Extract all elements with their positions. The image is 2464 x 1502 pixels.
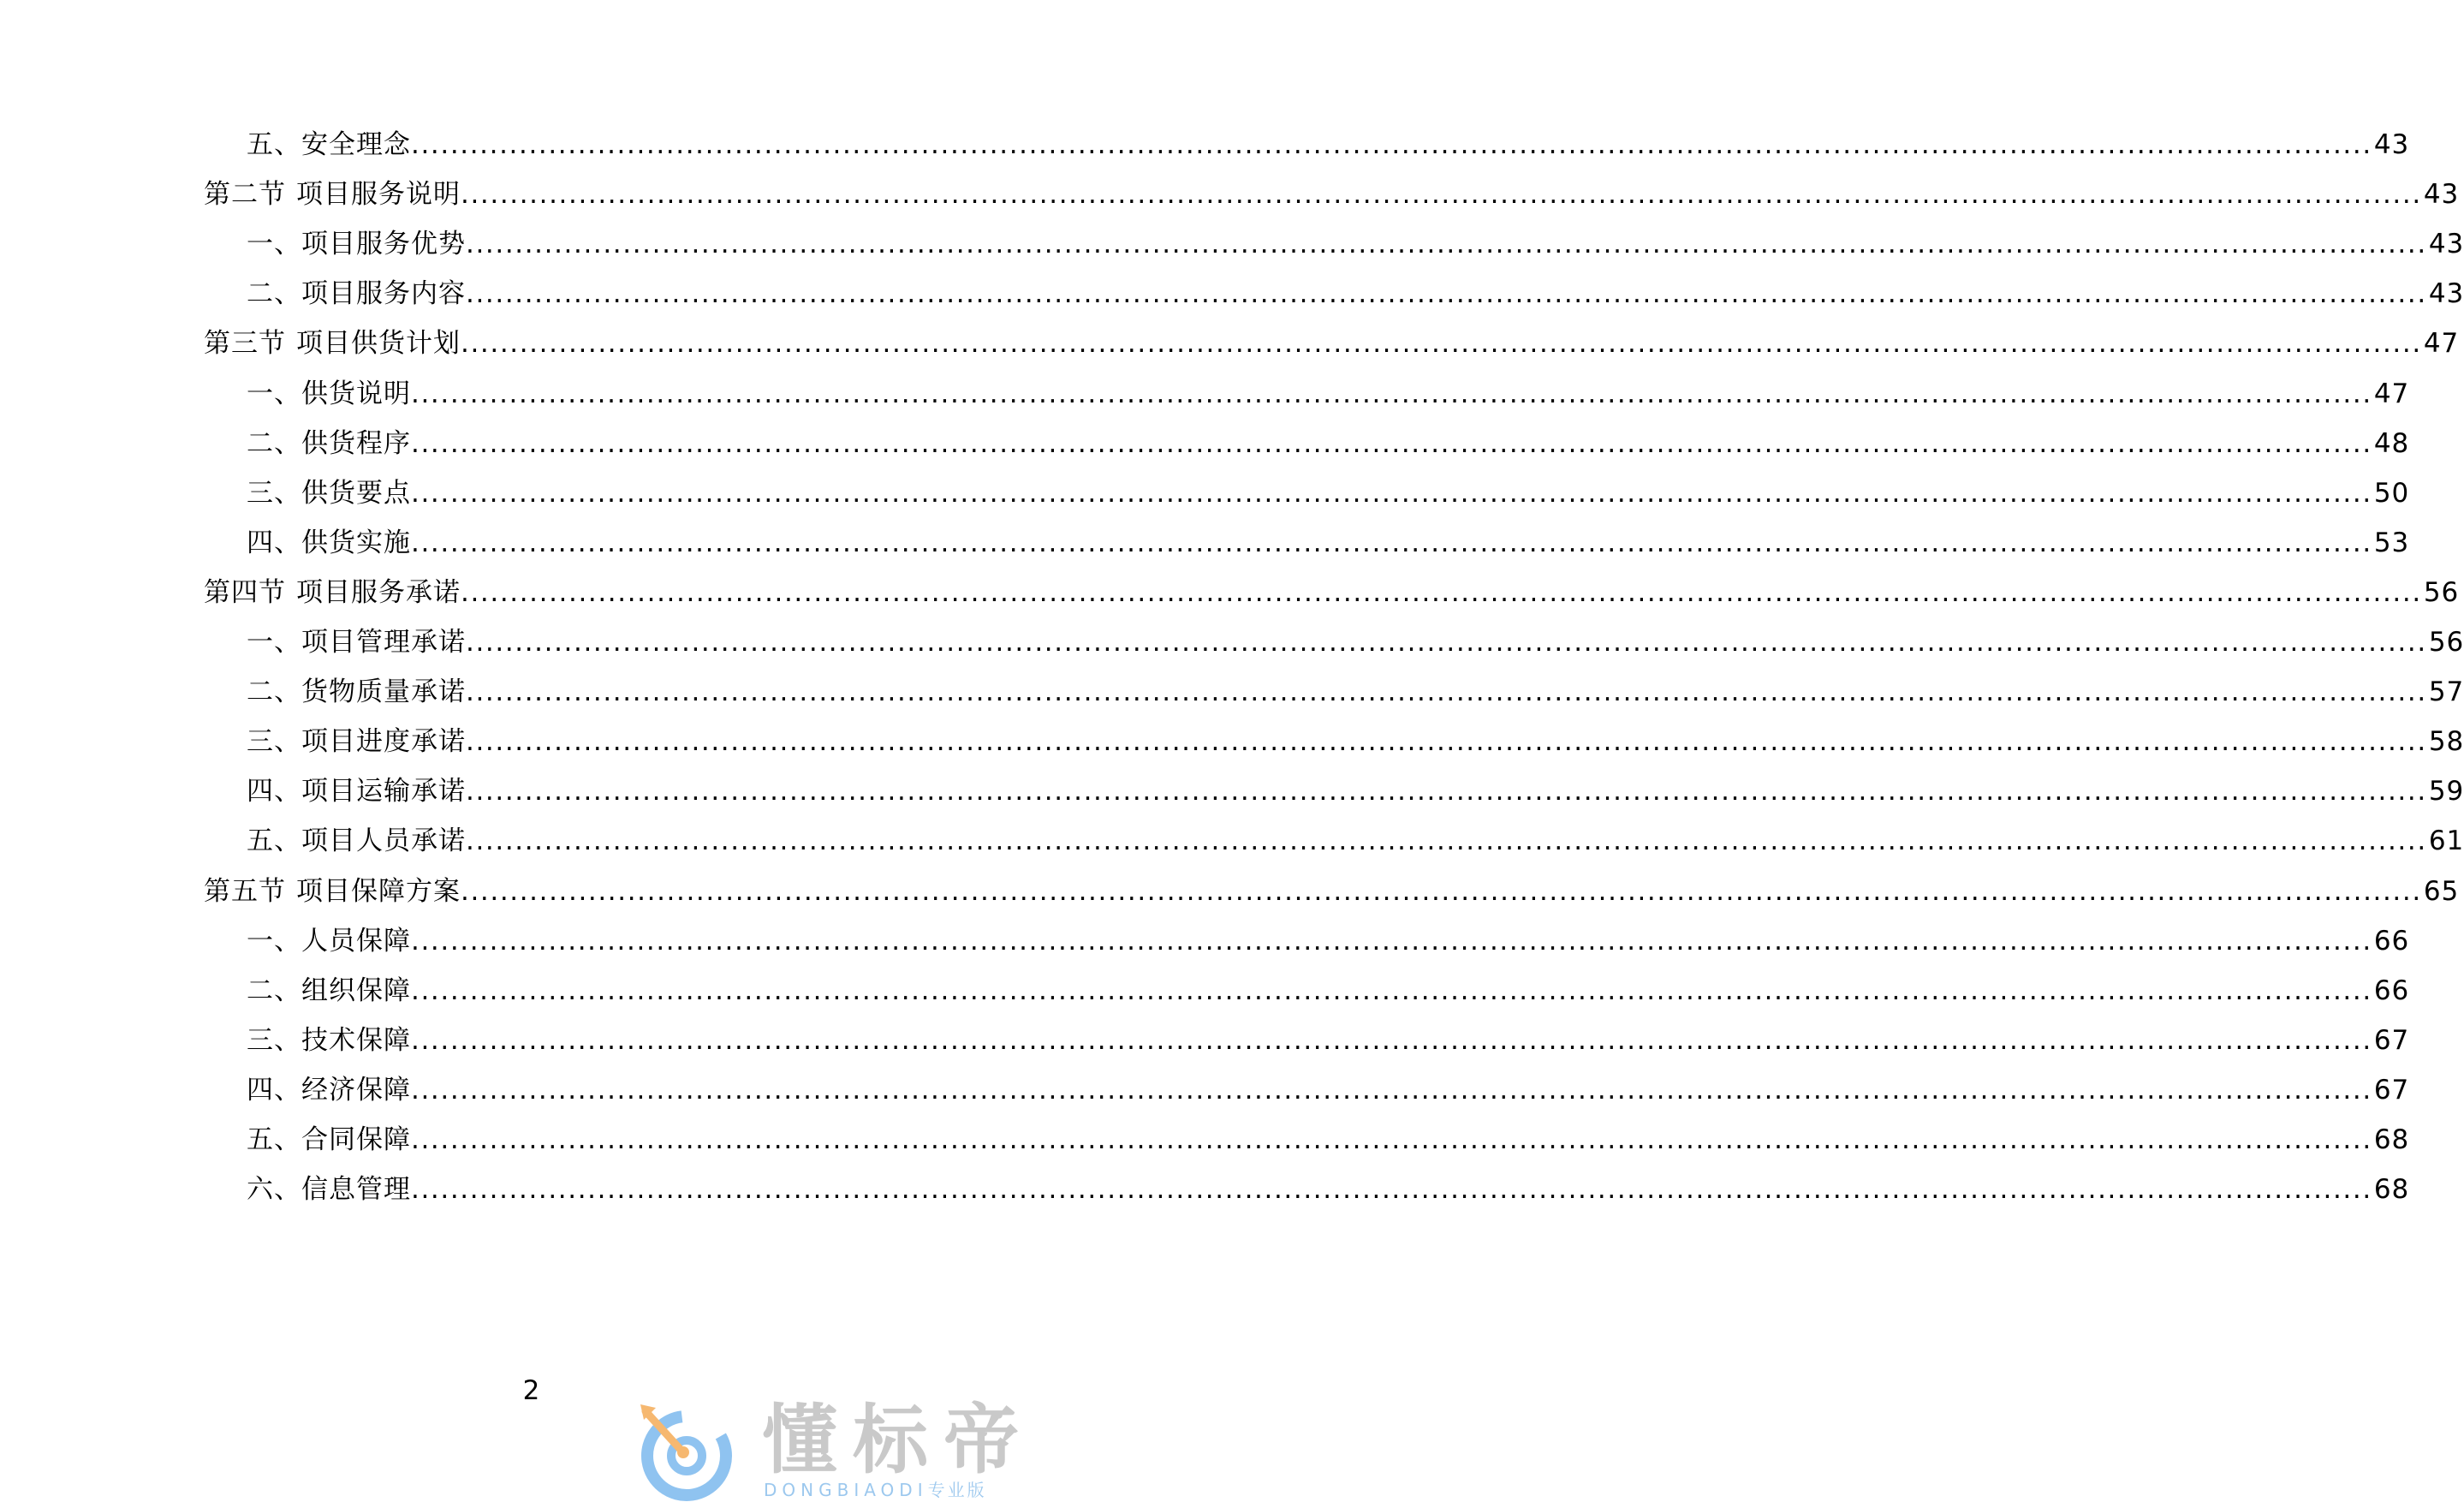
toc-leader-dots: ........................................................................................................................................................................................................ — [461, 576, 2422, 608]
toc-entry-prefix: 一、 — [247, 229, 301, 260]
toc-entry-title — [247, 474, 411, 513]
toc-entry-page: 65 — [2423, 875, 2460, 907]
toc-leader-dots: ........................................................................................................................................................................................................ — [466, 278, 2427, 310]
toc-entry-title — [247, 672, 466, 712]
toc-entry-title — [247, 224, 466, 264]
toc-entry-page: 50 — [2373, 477, 2410, 509]
toc-entry-page: 43 — [2373, 129, 2410, 160]
toc-entry-prefix: 五、 — [247, 826, 301, 857]
toc-entry-page: 68 — [2373, 1124, 2410, 1155]
toc-entry-page: 43 — [2428, 278, 2464, 310]
toc-leader-dots: ........................................................................................................................................................................................................ — [461, 875, 2422, 907]
toc-entry-title — [247, 772, 466, 811]
toc-entry-title — [247, 722, 466, 761]
toc-entry-prefix: 第二节 — [204, 179, 286, 211]
toc-leader-dots: ........................................................................................................................................................................................................ — [411, 975, 2372, 1006]
toc-entry-page: 58 — [2428, 726, 2464, 758]
toc-entry-text: 货物质量承诺 — [301, 676, 466, 708]
toc-entry — [204, 872, 2460, 911]
toc-entry — [247, 1120, 2410, 1159]
toc-entry-text: 项目保障方案 — [296, 875, 461, 907]
toc-entry-title — [247, 1120, 411, 1159]
toc-entry-page: 66 — [2373, 925, 2410, 957]
toc-leader-dots: ........................................................................................................................................................................................................ — [411, 477, 2372, 509]
toc-entry-text: 项目服务优势 — [301, 229, 466, 260]
toc-entry-page: 66 — [2373, 975, 2410, 1006]
toc-entry — [247, 474, 2410, 513]
toc-entry-page: 43 — [2428, 229, 2464, 260]
brand-subtitle — [764, 1480, 987, 1500]
toc-entry-text: 合同保障 — [301, 1124, 411, 1155]
toc-entry-text: 供货实施 — [301, 527, 411, 558]
toc-entry-title — [247, 1070, 411, 1110]
toc-entry — [247, 125, 2410, 164]
toc-entry-title — [247, 374, 411, 414]
toc-entry — [247, 722, 2464, 761]
toc-entry — [247, 921, 2410, 961]
toc-entry-prefix: 四、 — [247, 527, 301, 558]
toc-entry-title — [247, 921, 411, 961]
toc-entry-prefix: 第五节 — [204, 875, 286, 907]
toc-entry — [247, 224, 2464, 264]
toc-entry — [247, 672, 2464, 712]
toc-entry-page: 61 — [2428, 826, 2464, 857]
toc-entry-text: 项目供货计划 — [296, 328, 461, 360]
toc-leader-dots: ........................................................................................................................................................................................................ — [466, 776, 2427, 808]
toc-entry-prefix: 第四节 — [204, 576, 286, 608]
toc-leader-dots: ........................................................................................................................................................................................................ — [466, 627, 2427, 658]
toc-entry-title — [247, 1170, 411, 1209]
toc-leader-dots: ........................................................................................................................................................................................................ — [466, 726, 2427, 758]
toc-entry-page: 47 — [2423, 328, 2460, 360]
toc-entry — [204, 175, 2460, 214]
toc-entry-prefix: 五、 — [247, 1124, 301, 1155]
toc-entry-text: 信息管理 — [301, 1174, 411, 1206]
toc-entry-prefix: 二、 — [247, 278, 301, 310]
toc-entry — [247, 821, 2464, 861]
toc-entry-text: 供货要点 — [301, 477, 411, 509]
toc-entry-page: 56 — [2423, 576, 2460, 608]
toc-entry — [247, 374, 2410, 414]
page-number: 2 — [522, 1375, 540, 1406]
toc-leader-dots: ........................................................................................................................................................................................................ — [466, 229, 2427, 260]
toc-entry-page: 68 — [2373, 1174, 2410, 1206]
brand-name: 懂标帝 — [762, 1396, 1035, 1484]
toc-entry-page: 56 — [2428, 627, 2464, 658]
toc-leader-dots: ........................................................................................................................................................................................................ — [411, 1024, 2372, 1056]
toc-entry-prefix: 二、 — [247, 676, 301, 708]
toc-entry — [247, 772, 2464, 811]
toc-entry — [247, 1170, 2410, 1209]
toc-entry-page: 47 — [2373, 378, 2410, 409]
toc-leader-dots: ........................................................................................................................................................................................................ — [411, 378, 2372, 409]
toc-entry-title — [204, 872, 461, 911]
toc-leader-dots: ........................................................................................................................................................................................................ — [411, 1124, 2372, 1155]
toc-entry-text: 经济保障 — [301, 1074, 411, 1106]
toc-entry-page: 48 — [2373, 427, 2410, 459]
toc-leader-dots: ........................................................................................................................................................................................................ — [411, 1074, 2372, 1106]
toc-entry-text: 项目服务说明 — [296, 179, 461, 211]
toc-entry — [247, 274, 2464, 313]
toc-entry-text: 项目管理承诺 — [301, 627, 466, 658]
target-arrow-icon — [634, 1401, 736, 1502]
toc-entry-prefix: 三、 — [247, 477, 301, 509]
toc-entry-prefix: 四、 — [247, 776, 301, 808]
brand-watermark — [634, 1396, 1045, 1502]
toc-entry-text: 安全理念 — [301, 129, 411, 160]
toc-entry-text: 供货说明 — [301, 378, 411, 409]
toc-entry-page: 57 — [2428, 676, 2464, 708]
toc-entry-text: 项目人员承诺 — [301, 826, 466, 857]
toc-entry-text: 人员保障 — [301, 925, 411, 957]
toc-entry-prefix: 一、 — [247, 378, 301, 409]
toc-entry — [247, 1021, 2410, 1060]
toc-entry-title — [247, 274, 466, 313]
toc-entry-prefix: 三、 — [247, 726, 301, 758]
toc-entry-page: 67 — [2373, 1074, 2410, 1106]
toc-entry-page: 53 — [2373, 527, 2410, 558]
toc-entry-page: 43 — [2423, 179, 2460, 211]
toc-entry — [204, 324, 2460, 363]
toc-leader-dots: ........................................................................................................................................................................................................ — [461, 328, 2422, 360]
toc-entry — [247, 1070, 2410, 1110]
toc-entry-prefix: 三、 — [247, 1024, 301, 1056]
toc-entry-title — [247, 971, 411, 1010]
toc-entry-text: 组织保障 — [301, 975, 411, 1006]
toc-entry — [204, 573, 2460, 612]
toc-leader-dots: ........................................................................................................................................................................................................ — [411, 925, 2372, 957]
toc-entry-prefix: 第三节 — [204, 328, 286, 360]
toc-entry-prefix: 一、 — [247, 627, 301, 658]
toc-leader-dots: ........................................................................................................................................................................................................ — [411, 527, 2372, 558]
toc-entry-title — [247, 125, 411, 164]
toc-leader-dots: ........................................................................................................................................................................................................ — [461, 179, 2422, 211]
toc-entry-text: 项目服务承诺 — [296, 576, 461, 608]
toc-entry — [247, 424, 2410, 463]
toc-entry-text: 项目服务内容 — [301, 278, 466, 310]
toc-entry-title — [204, 324, 461, 363]
toc-leader-dots: ........................................................................................................................................................................................................ — [466, 676, 2427, 708]
toc-entry-title — [247, 821, 466, 861]
toc-leader-dots: ........................................................................................................................................................................................................ — [411, 427, 2372, 459]
toc-entry-text: 技术保障 — [301, 1024, 411, 1056]
toc-entry — [247, 971, 2410, 1010]
toc-entry — [247, 623, 2464, 662]
toc-entry-title — [247, 623, 466, 662]
toc-entry-prefix: 二、 — [247, 975, 301, 1006]
toc-leader-dots: ........................................................................................................................................................................................................ — [411, 1174, 2372, 1206]
toc-leader-dots: ........................................................................................................................................................................................................ — [466, 826, 2427, 857]
brand-pinyin: DONGBIAODI — [764, 1480, 928, 1500]
toc-entry-title — [204, 175, 461, 214]
toc-entry-page: 59 — [2428, 776, 2464, 808]
toc-entry-prefix: 一、 — [247, 925, 301, 957]
toc-entry-text: 供货程序 — [301, 427, 411, 459]
toc-entry-text: 项目运输承诺 — [301, 776, 466, 808]
toc-entry-prefix: 二、 — [247, 427, 301, 459]
toc-entry-title — [247, 424, 411, 463]
toc-entry-title — [247, 1021, 411, 1060]
toc-entry-text: 项目进度承诺 — [301, 726, 466, 758]
toc-entry-title — [247, 523, 411, 563]
toc-entry — [247, 523, 2410, 563]
toc-entry-prefix: 六、 — [247, 1174, 301, 1206]
toc-entry-prefix: 四、 — [247, 1074, 301, 1106]
toc-entry-prefix: 五、 — [247, 129, 301, 160]
toc-entry-page: 67 — [2373, 1024, 2410, 1056]
brand-edition: 专业版 — [927, 1480, 987, 1500]
toc-leader-dots: ........................................................................................................................................................................................................ — [411, 129, 2372, 160]
toc-entry-title — [204, 573, 461, 612]
